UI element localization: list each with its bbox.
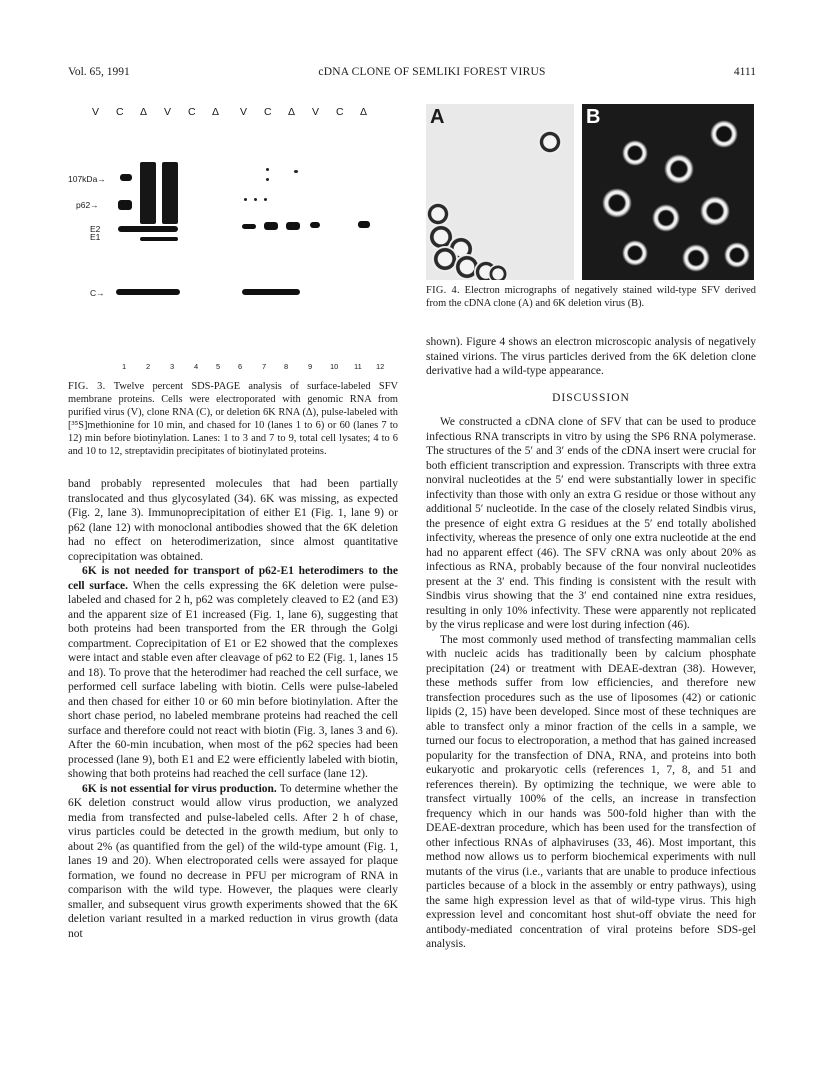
paragraph: shown). Figure 4 shows an electron microscopic analysis of negatively stained virions. The virus particles derived from the 6K deletion clone derivative had a wild-type appearance.	[426, 336, 756, 377]
paragraph	[68, 564, 398, 782]
marker-p62: p62→	[76, 200, 99, 210]
lane-condition: Δ	[360, 106, 368, 118]
virion	[682, 244, 710, 272]
virion	[426, 202, 450, 226]
virion	[664, 154, 694, 184]
gel-band	[242, 224, 256, 229]
lane-condition: V	[164, 106, 172, 118]
lane-condition: C	[336, 106, 344, 118]
lane-number: 9	[308, 362, 313, 371]
lane-condition: V	[92, 106, 100, 118]
gel-smear	[140, 162, 156, 224]
gel-band	[264, 222, 278, 230]
lane-number: 4	[194, 362, 199, 371]
virion	[700, 196, 730, 226]
paragraph: We constructed a cDNA clone of SFV that can be used to produce infectious RNA transcripts in vitro by using the SP6 RNA polymerase. The structures of the 5′ and 3′ ends of the cDNA insert were crucial for both efficient transcription and expression. Transcripts with three extra nonviral nucleotides at the 5′ end were substantially lower in specific infectivity than those with only an extra G residue or those without any additional 5′ nucleotide. In the case of the closely related Sindbis virus, the presence of eight extra G residues at the 5′ end totally abolished infectivity, whereas the presence of only one extra nucleotide at the end had no apparent effect (46). The SFV cRNA was only about 20% as infectious as RNA, probably because of the four nonviral nucleotides present at the 3′ end. This finding is consistent with the result with Sindbis virus showing that the 3′ end contained nine extra residues, resulting in only 10% infectivity. These were apparently not replicated by the virus replicase and were lost during infection (46).	[426, 416, 756, 631]
paragraph	[68, 782, 398, 942]
right-column	[426, 335, 756, 952]
gel-band	[140, 237, 178, 241]
lane-condition: V	[240, 106, 248, 118]
paragraph: The most commonly used method of transfecting mammalian cells with nucleic acids has traditionally been by calcium phosphate precipitation (24) or treatment with DEAE-dextran (38). However, these methods suffer from low efficiencies, and therefore new transfection procedures such as the use of liposomes (42) or cationic lipids (2, 15) have been developed. Since most of these techniques are able to transfect only a minor fraction of the cells in a sample, we turned our focus to electroporation, a method that has gained increased popularity for the transfection of DNA, RNA, and proteins into both eukaryotic and prokaryotic cells (references 1, 7, 8, and 51 and references therein). By optimizing the technique, we were able to transfect virtually 100% of the cells, an increase in transfection frequency which in our hands was 500-fold higher than with the DEAE-dextran procedure, which has been used for the transfection of other infectious RNAs of alphaviruses (33, 46). Most important, this method now allows us to perform biochemical experiments with null mutants of the virus (i.e., variants that are unable to produce infectious particles because of a block in the assembly or entry pathways), using the same high expression level as that of wild-type virus. This high expression level and concomitant host shut-off obviate the need for antibody-mediated concentration of viral proteins before SDS-gel analysis.	[426, 633, 756, 950]
marker-107kda: 107kDa→	[68, 174, 106, 184]
gel-spot	[254, 198, 257, 201]
lane-condition: C	[116, 106, 124, 118]
figure-4-caption-text: Electron micrographs of negatively stained wild-type SFV derived from the cDNA clone (A) and 6K deletion virus (B).	[426, 285, 756, 309]
marker-e1: E1	[90, 232, 101, 242]
marker-e2: E2	[90, 224, 101, 234]
lane-condition: C	[264, 106, 272, 118]
gel-band	[118, 200, 132, 210]
gel-spot	[266, 168, 269, 171]
marker-c: C→	[90, 288, 105, 298]
paragraph-text: When the cells expressing the 6K deletion were pulse-labeled and chased for 2 h, p62 was completely cleaved to E2 (and E3) and the apparent size of E1 increased (Fig. 1, lane 6), suggesting that both proteins had been transported from the ER through the Golgi compartment. Coprecipitation of E1 or E2 showed that the complexes were intact and stable even after cleavage of p62 to E2 (Fig. 1, lanes 15 and 18). To prove that the heterodimer had reached the cell surface, we performed cell surface labeling with biotin. Cells were pulse-labeled and then chased for either 10 or 60 min before biotinylation. After the short chase period, no labeled membrane proteins had reached the cell surface and therefore could not react with biotin (Fig. 3, lanes 3 and 6). After the 60-min incubation, when most of the p62 species had been processed (lane 9), both E1 and E2 were efficiently labeled with biotin, showing that both proteins had reached the cell surface (lane 12).	[68, 579, 398, 780]
paragraph: band probably represented molecules that had been partially translocated and thus glycosylated (34). 6K was missing, as expected (Fig. 2, lane 3). Immunoprecipitation of either E1 (Fig. 1, lane 9) or p62 (lane 12) with monoclonal antibodies showed that the 6K deletion had no effect on heterodimerization, since almost quantitative coprecipitation was obtained.	[68, 478, 398, 563]
virion	[622, 140, 648, 166]
section-heading: DISCUSSION	[552, 391, 630, 404]
figure-4-caption	[426, 284, 756, 310]
gel-band	[120, 174, 132, 181]
virion	[710, 120, 738, 148]
paragraph-text: To determine whether the 6K deletion construct would allow virus production, we analyzed media from transfected and pulse-labeled cells. After 2 h of chase, virus particles could be detected in the growth medium, but only to about 2% (as quantified from the gel) of the wild-type amount (Fig. 1, lanes 19 and 20). When electroporated cells were assayed for plaque formation, we found no decrease in PFU per microgram of RNA in comparison with the wild type. However, the plaques were clearly smaller, and subsequent virus growth experiments showed that the 6K deletion variant resulted in a marked reduction in virus growth (data not	[68, 782, 398, 940]
lane-condition: V	[312, 106, 320, 118]
lane-number: 8	[284, 362, 289, 371]
figure-3-caption	[68, 380, 398, 458]
gel-spot	[294, 170, 298, 173]
gel-band	[310, 222, 320, 228]
run-in-heading: 6K is not needed for transport of p62-E1 heterodimers to the cell surface.	[68, 565, 398, 592]
lane-number: 5	[216, 362, 221, 371]
virion	[724, 242, 750, 268]
lane-number: 6	[238, 362, 243, 371]
virion	[622, 240, 648, 266]
gel-spot	[266, 178, 269, 181]
figure-3-caption-text: Twelve percent SDS-PAGE analysis of surface-labeled SFV membrane proteins. Cells were electroporated with genomic RNA from purified virus (V), clone RNA (C), or deletion 6K RNA (Δ), pulse-labeled with [³⁵S]methionine for 10 min, and chased for 10 (lanes 1 to 6) or 60 (lanes 7 to 12) min before biotinylation. Lanes: 1 to 3 and 7 to 9, total cell lysates; 4 to 6 and 10 to 12, streptavidin precipitates of biotinylated proteins.	[68, 381, 398, 457]
gel-band	[116, 289, 180, 295]
lane-condition: Δ	[140, 106, 148, 118]
micrograph-a	[426, 104, 574, 280]
running-header	[68, 66, 756, 82]
gel-spot	[244, 198, 247, 201]
lane-condition: Δ	[212, 106, 220, 118]
virion	[652, 204, 680, 232]
lane-number: 7	[262, 362, 267, 371]
gel-band	[118, 226, 178, 232]
figure-3-gel	[68, 100, 398, 378]
lane-number: 11	[354, 362, 362, 371]
page-number: 4111	[733, 66, 756, 78]
lane-number: 10	[330, 362, 339, 371]
gel-band	[286, 222, 300, 230]
lane-number: 3	[170, 362, 175, 371]
panel-label-b: B	[586, 106, 601, 128]
lane-number: 12	[376, 362, 385, 371]
run-in-heading: 6K is not essential for virus production.	[82, 782, 277, 795]
lane-condition: Δ	[288, 106, 296, 118]
virion	[602, 188, 632, 218]
micrograph-b	[582, 104, 754, 280]
lane-condition: C	[188, 106, 196, 118]
virion	[538, 130, 562, 154]
lane-number: 2	[146, 362, 151, 371]
gel-band	[358, 221, 370, 228]
panel-label-a: A	[430, 106, 445, 128]
figure-3-label: FIG. 3.	[68, 381, 106, 392]
gel-smear	[162, 162, 178, 224]
lane-number: 1	[122, 362, 127, 371]
virion	[488, 264, 508, 280]
gel-band	[242, 289, 300, 295]
figure-4-label: FIG. 4.	[426, 285, 460, 296]
gel-spot	[264, 198, 267, 201]
running-title: cDNA CLONE OF SEMLIKI FOREST VIRUS	[318, 66, 546, 78]
left-column	[68, 477, 398, 941]
volume-label: Vol. 65, 1991	[68, 66, 130, 78]
